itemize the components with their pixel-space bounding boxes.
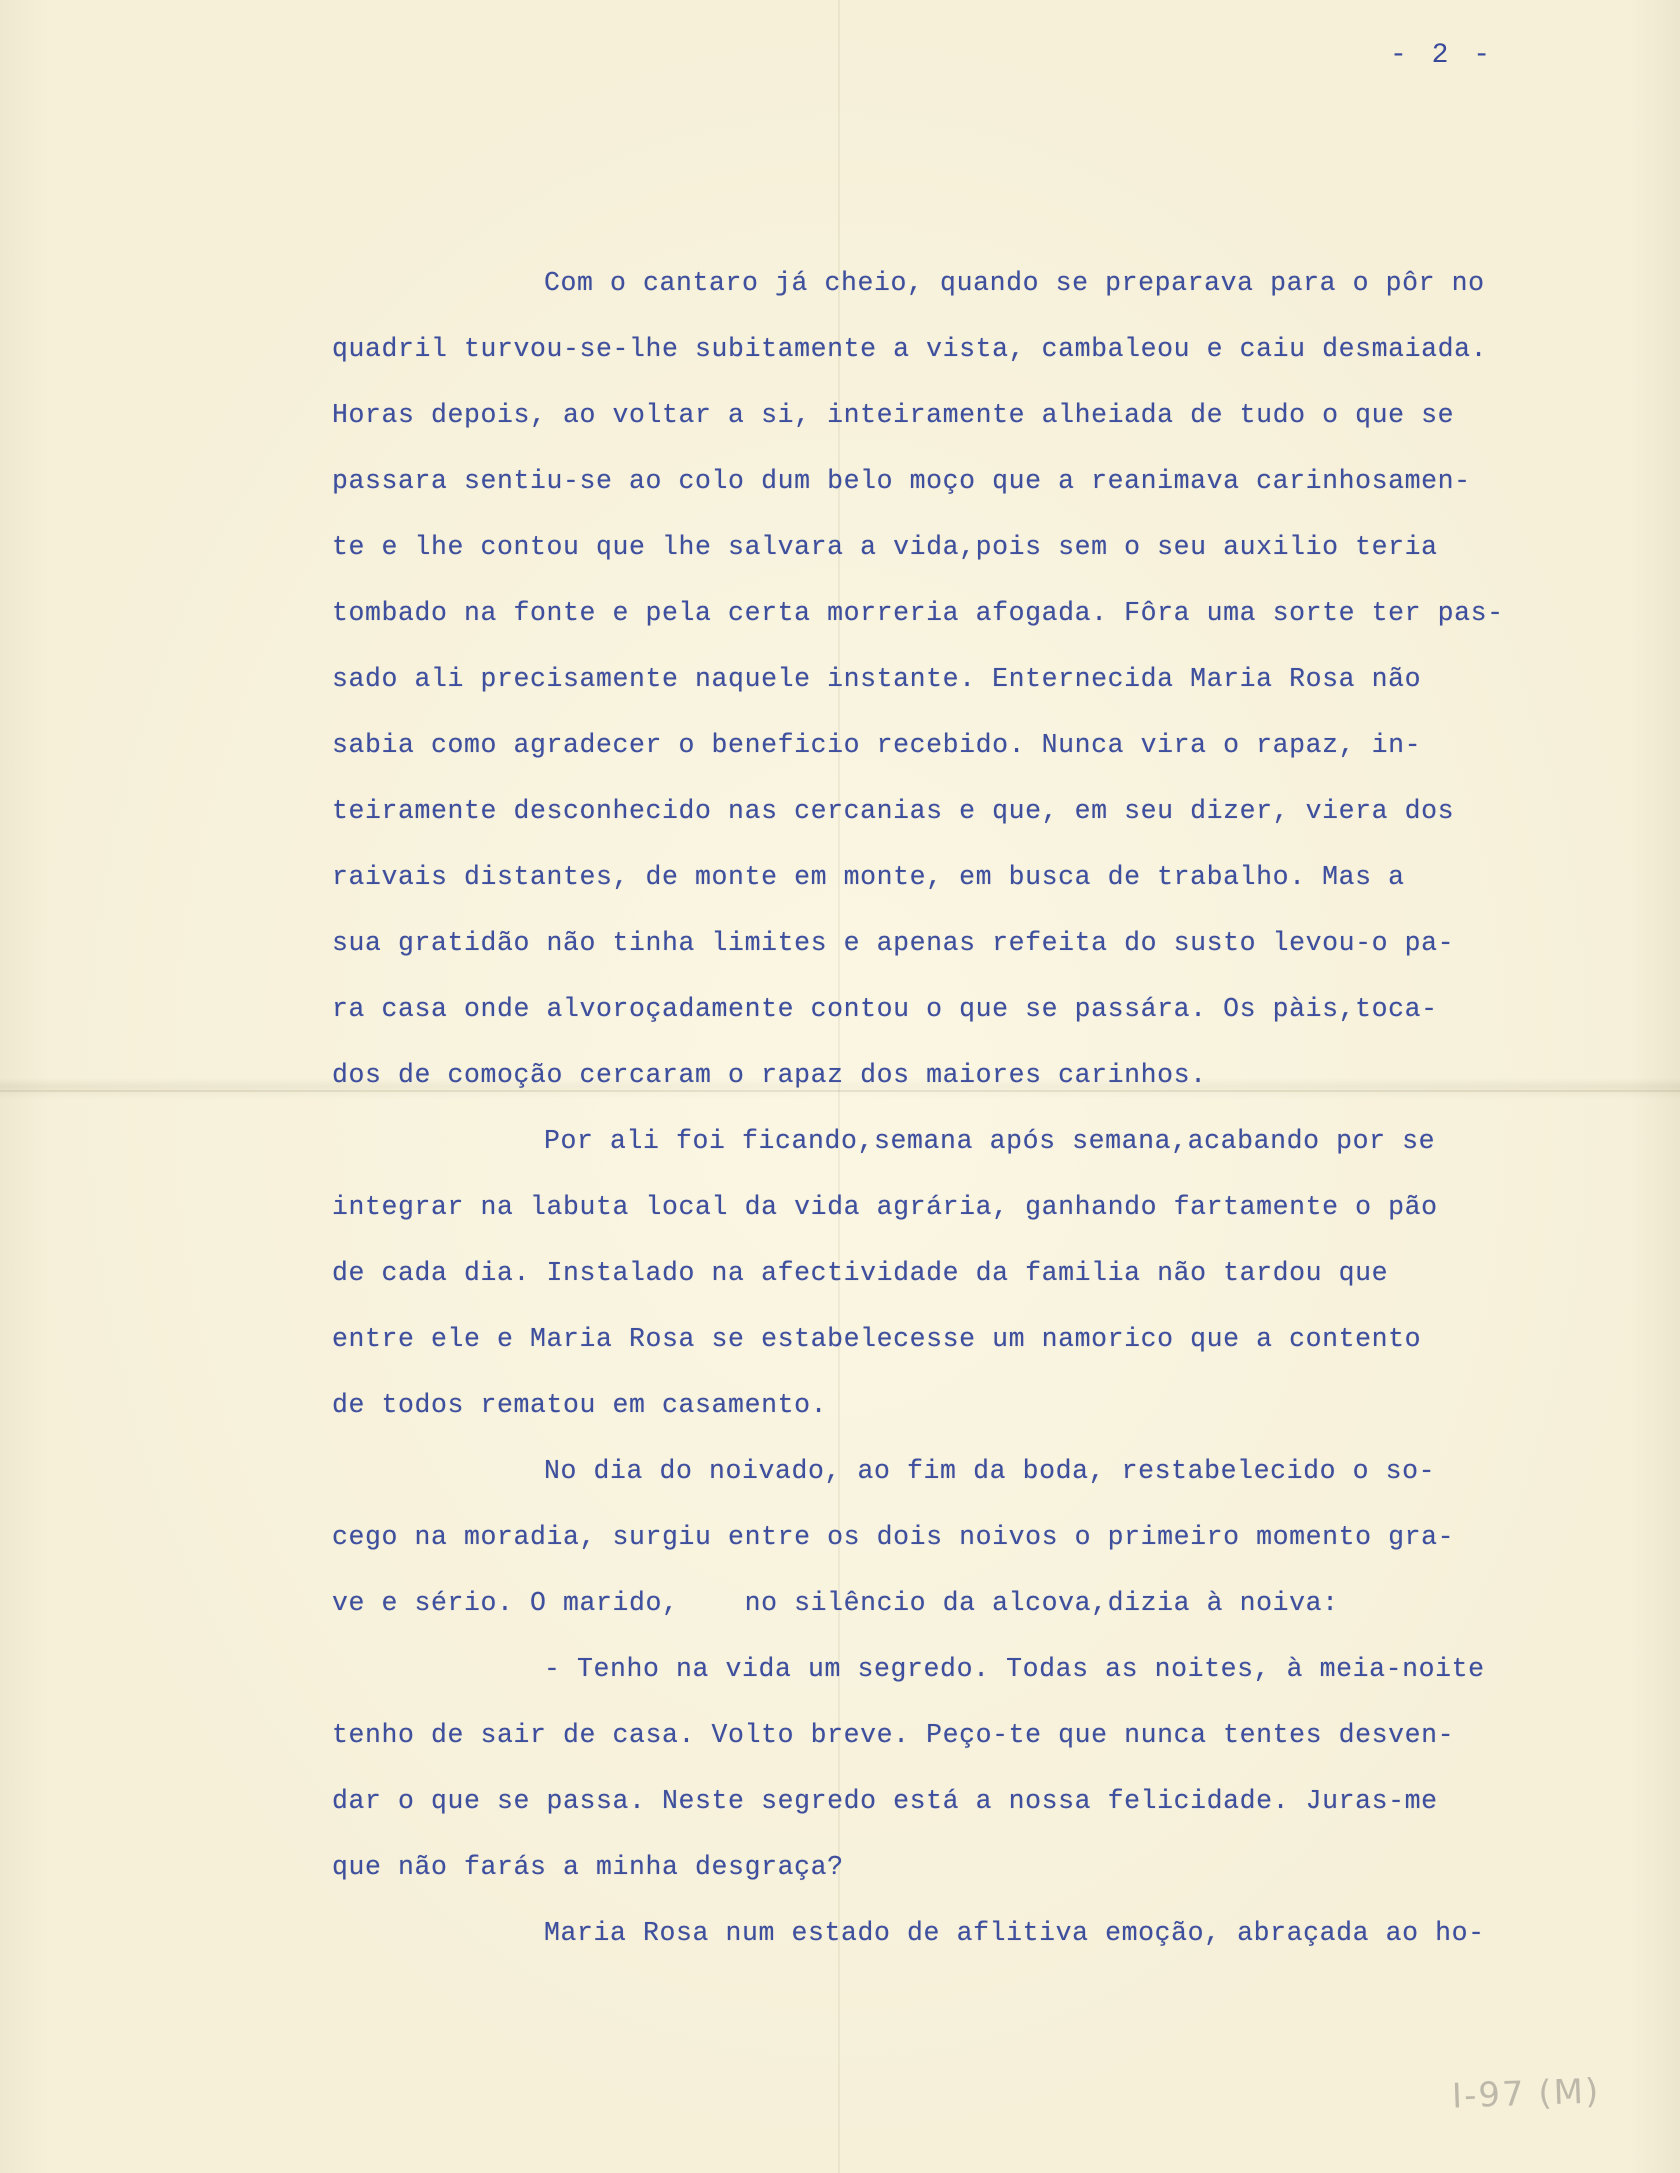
typed-text-body xyxy=(332,250,1572,1966)
text-line: te e lhe contou que lhe salvara a vida,pois sem o seu auxilio teria xyxy=(332,532,1438,562)
text-line: entre ele e Maria Rosa se estabelecesse um namorico que a contento xyxy=(332,1324,1422,1354)
text-line: dos de comoção cercaram o rapaz dos maiores carinhos. xyxy=(332,1060,1207,1090)
text-line: Horas depois, ao voltar a si, inteiramente alheiada de tudo o que se xyxy=(332,400,1455,430)
text-line: passara sentiu-se ao colo dum belo moço que a reanimava carinhosamen- xyxy=(332,466,1471,496)
text-line: sua gratidão não tinha limites e apenas refeita do susto levou-o pa- xyxy=(332,928,1455,958)
text-line: tenho de sair de casa. Volto breve. Peço-te que nunca tentes desven- xyxy=(332,1720,1455,1750)
text-line: que não farás a minha desgraça? xyxy=(332,1852,844,1882)
text-line: ra casa onde alvoroçadamente contou o que se passára. Os pàis,toca- xyxy=(332,994,1438,1024)
text-line: teiramente desconhecido nas cercanias e que, em seu dizer, viera dos xyxy=(332,796,1455,826)
text-line: - Tenho na vida um segredo. Todas as noites, à meia-noite xyxy=(544,1654,1485,1684)
pencil-annotation: I-97 (M) xyxy=(1451,2071,1601,2117)
text-line: No dia do noivado, ao fim da boda, restabelecido o so- xyxy=(544,1456,1436,1486)
text-line: ve e sério. O marido, no silêncio da alcova,dizia à noiva: xyxy=(332,1588,1339,1618)
text-line: Com o cantaro já cheio, quando se preparava para o pôr no xyxy=(544,268,1485,298)
page-number: - 2 - xyxy=(1390,40,1495,71)
text-line: dar o que se passa. Neste segredo está a nossa felicidade. Juras-me xyxy=(332,1786,1438,1816)
text-line: Por ali foi ficando,semana após semana,acabando por se xyxy=(544,1126,1436,1156)
text-line: cego na moradia, surgiu entre os dois noivos o primeiro momento gra- xyxy=(332,1522,1455,1552)
text-line: Maria Rosa num estado de aflitiva emoção, abraçada ao ho- xyxy=(544,1918,1485,1948)
text-line: integrar na labuta local da vida agrária, ganhando fartamente o pão xyxy=(332,1192,1438,1222)
text-line: tombado na fonte e pela certa morreria afogada. Fôra uma sorte ter pas- xyxy=(332,598,1504,628)
text-line: de cada dia. Instalado na afectividade da familia não tardou que xyxy=(332,1258,1389,1288)
text-line: sabia como agradecer o beneficio recebido. Nunca vira o rapaz, in- xyxy=(332,730,1422,760)
text-line: quadril turvou-se-lhe subitamente a vista, cambaleou e caiu desmaiada. xyxy=(332,334,1488,364)
text-line: sado ali precisamente naquele instante. Enternecida Maria Rosa não xyxy=(332,664,1422,694)
text-line: de todos rematou em casamento. xyxy=(332,1390,828,1420)
text-line: raivais distantes, de monte em monte, em busca de trabalho. Mas a xyxy=(332,862,1405,892)
